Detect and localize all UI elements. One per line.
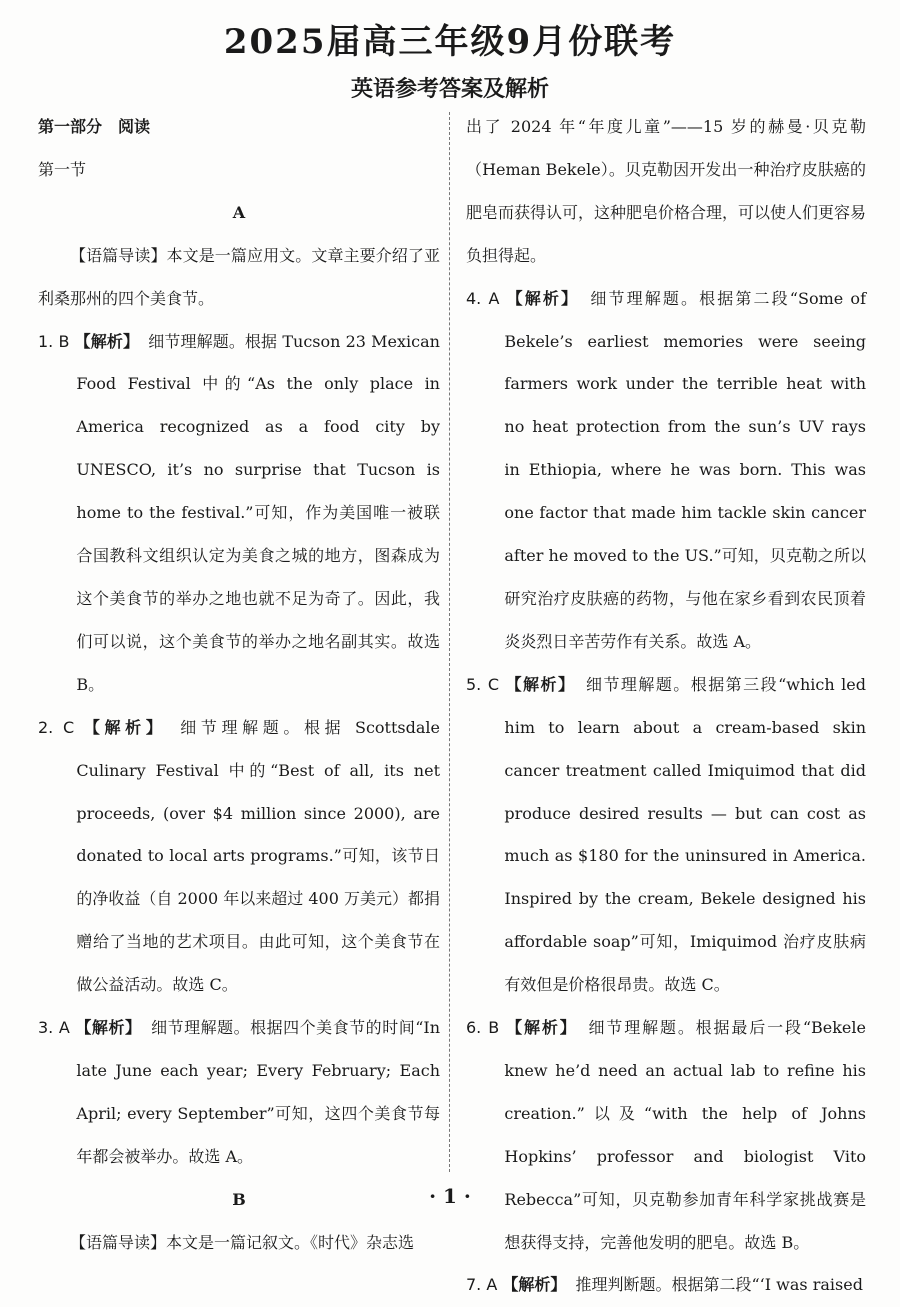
answer-explanation: 推理判断题。根据第二段“‘I was raised (575, 1275, 863, 1295)
answer-explanation: 细节理解题。根据最后一段“Bekele knew he’d need an actual lab to refine his creation.”以及“with the help of Johns Hopkins’ professor and biologist Vito Rebecca”可知，贝克勒参加青年科学家挑战赛是想获得支持，完善他发明的肥皂。故选 B。 (504, 1018, 866, 1252)
page-number: · 1 · (429, 1184, 471, 1208)
analysis-tag: 【解析】 (502, 1275, 567, 1295)
answer-number: 2. C (38, 717, 75, 737)
answer-item-3 (38, 1007, 440, 1179)
right-column (466, 106, 866, 1307)
answer-number: 4. A (466, 288, 500, 308)
section-heading: 第一节 (38, 159, 87, 179)
page-subtitle: 英语参考答案及解析 (350, 77, 549, 102)
answer-item-7 (466, 1264, 866, 1307)
answer-explanation: 细节理解题。根据四个美食节的时间“In late June each year; Every February; Each April; every September”可知，这四个美食节每年都会被举办。故选 A。 (76, 1018, 441, 1166)
page-title: 2025届高三年级9月份联考 (223, 22, 677, 62)
passage-label-a: A (232, 202, 246, 222)
column-divider (449, 112, 450, 1172)
answer-number: 7. A (466, 1275, 498, 1295)
answer-explanation: 细节理解题。根据 Scottsdale Culinary Festival 中的“Best of all, its net proceeds, (over $4 million since 2000), are donated to local arts programs.”可知，该节日的净收益（自 2000 年以来超过 400 万美元）都捐赠给了当地的艺术项目。由此可知，这个美食节在做公益活动。故选 C。 (76, 717, 440, 995)
answer-number: 1. B (38, 331, 70, 351)
analysis-tag: 【解析】 (506, 288, 580, 308)
answer-item-2 (38, 707, 440, 1007)
part-heading: 第一部分 阅读 (38, 117, 151, 136)
analysis-tag: 【解析】 (74, 331, 140, 351)
answer-item-1 (38, 321, 440, 707)
answer-number: 3. A (38, 1018, 70, 1038)
passage-guide-b-continued: 出了 2024 年“年度儿童”——15 岁的赫曼·贝克勒（Heman Bekele）。贝克勒因开发出一种治疗皮肤癌的肥皂而获得认可，这种肥皂价格合理，可以使人们更容易负担得起。 (466, 117, 867, 265)
analysis-tag: 【解析】 (75, 1018, 142, 1038)
passage-guide-a: 【语篇导读】本文是一篇应用文。文章主要介绍了亚利桑那州的四个美食节。 (38, 245, 440, 308)
answer-number: 5. C (466, 674, 499, 694)
answer-item-6 (466, 1007, 866, 1264)
analysis-tag: 【解析】 (505, 674, 576, 694)
left-column (38, 106, 440, 1264)
answer-item-4 (466, 278, 866, 664)
answer-explanation: 细节理解题。根据 Tucson 23 Mexican Food Festival 中的“As the only place in America recognized as a food city by UNESCO, it’s no surprise that Tucson is home to the festival.”可知，作为美国唯一被联合国教科文组织认定为美食之城的地方，图森成为这个美食节的举办之地也就不足为奇了。因此，我们可以说，这个美食节的举办之地名副其实。故选 B。 (76, 331, 440, 694)
passage-guide-b: 【语篇导读】本文是一篇记叙文。《时代》杂志选 (70, 1232, 415, 1252)
passage-label-b: B (232, 1189, 246, 1209)
answer-item-5 (466, 664, 866, 1007)
answer-explanation: 细节理解题。根据第二段“Some of Bekele’s earliest memories were seeing farmers work under the terrible heat with no heat protection from the sun’s UV rays in Ethiopia, where he was born. This was one factor that made him tackle skin cancer after he moved to the US.”可知，贝克勒之所以研究治疗皮肤癌的药物，与他在家乡看到农民顶着炎炎烈日辛苦劳作有关系。故选 A。 (504, 288, 866, 651)
analysis-tag: 【解析】 (506, 1018, 578, 1038)
answer-explanation: 细节理解题。根据第三段“which led him to learn about a cream-based skin cancer treatment called Imiquimod that did produce desired results — but can cost as much as $180 for the uninsured in America. Inspired by the cream, Bekele designed his affordable soap”可知，Imiquimod 治疗皮肤病有效但是价格很昂贵。故选 C。 (504, 674, 867, 995)
analysis-tag: 【解析】 (83, 717, 167, 737)
answer-number: 6. B (466, 1018, 500, 1038)
